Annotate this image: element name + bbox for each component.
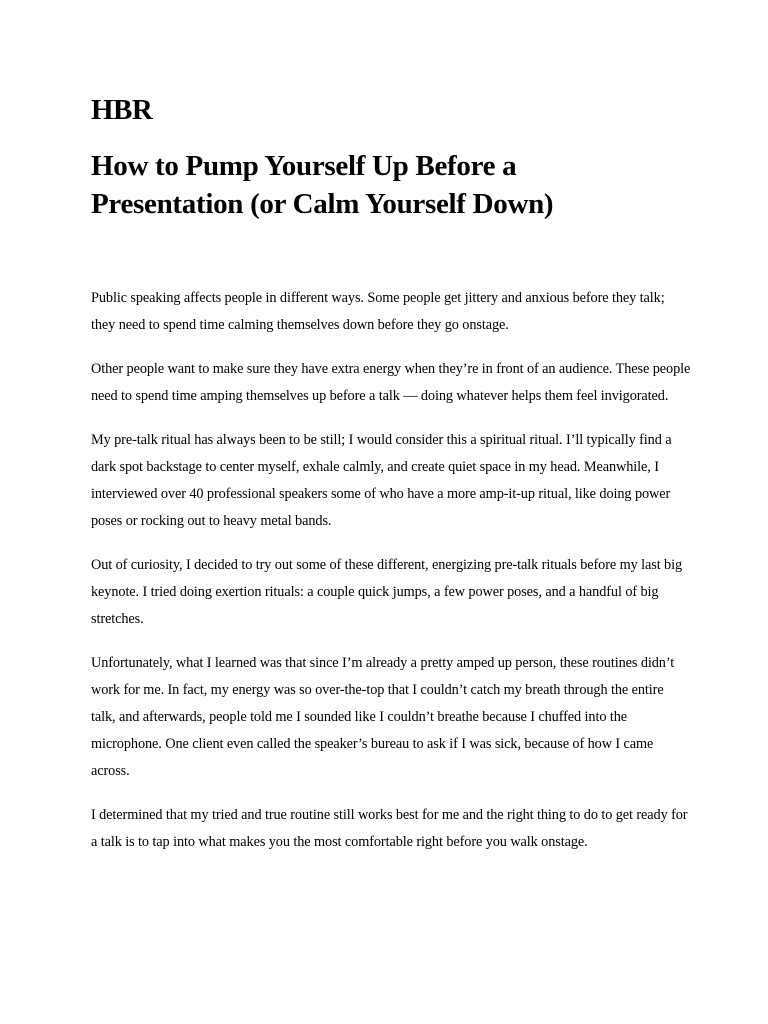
article-body xyxy=(91,285,691,873)
paragraph-5: Unfortunately, what I learned was that since I’m already a pretty amped up person, these routines didn’t work for me. In fact, my energy was so over-the-top that I couldn’t catch my breath through the entire talk, and afterwards, people told me I sounded like I couldn’t breathe because I chuffed into the microphone. One client even called the speaker’s bureau to ask if I was sick, because of how I came across. xyxy=(91,655,675,779)
paragraph-2: Other people want to make sure they have extra energy when they’re in front of an audience. These people need to spend time amping themselves up before a talk — doing whatever helps them feel invigorated. xyxy=(91,361,691,404)
paragraph-6: I determined that my tried and true routine still works best for me and the right thing to do to get ready for a talk is to tap into what makes you the most comfortable right before you walk onstage. xyxy=(91,807,688,850)
paragraph-4: Out of curiosity, I decided to try out some of these different, energizing pre-talk rituals before my last big keynote. I tried doing exertion rituals: a couple quick jumps, a few power poses, and a handful of big stretches. xyxy=(91,557,683,627)
paragraph-3: My pre-talk ritual has always been to be still; I would consider this a spiritual ritual. I’ll typically find a dark spot backstage to center myself, exhale calmly, and create quiet space in my head. Meanwhile, I interviewed over 40 professional speakers some of who have a more amp-it-up ritual, like doing power poses or rocking out to heavy metal bands. xyxy=(91,432,672,529)
publication-name: HBR xyxy=(91,94,153,126)
paragraph-1: Public speaking affects people in different ways. Some people get jittery and anxious before they talk; they need to spend time calming themselves down before they go onstage. xyxy=(91,290,665,333)
article-title: How to Pump Yourself Up Before a Presentation (or Calm Yourself Down) xyxy=(91,150,554,220)
